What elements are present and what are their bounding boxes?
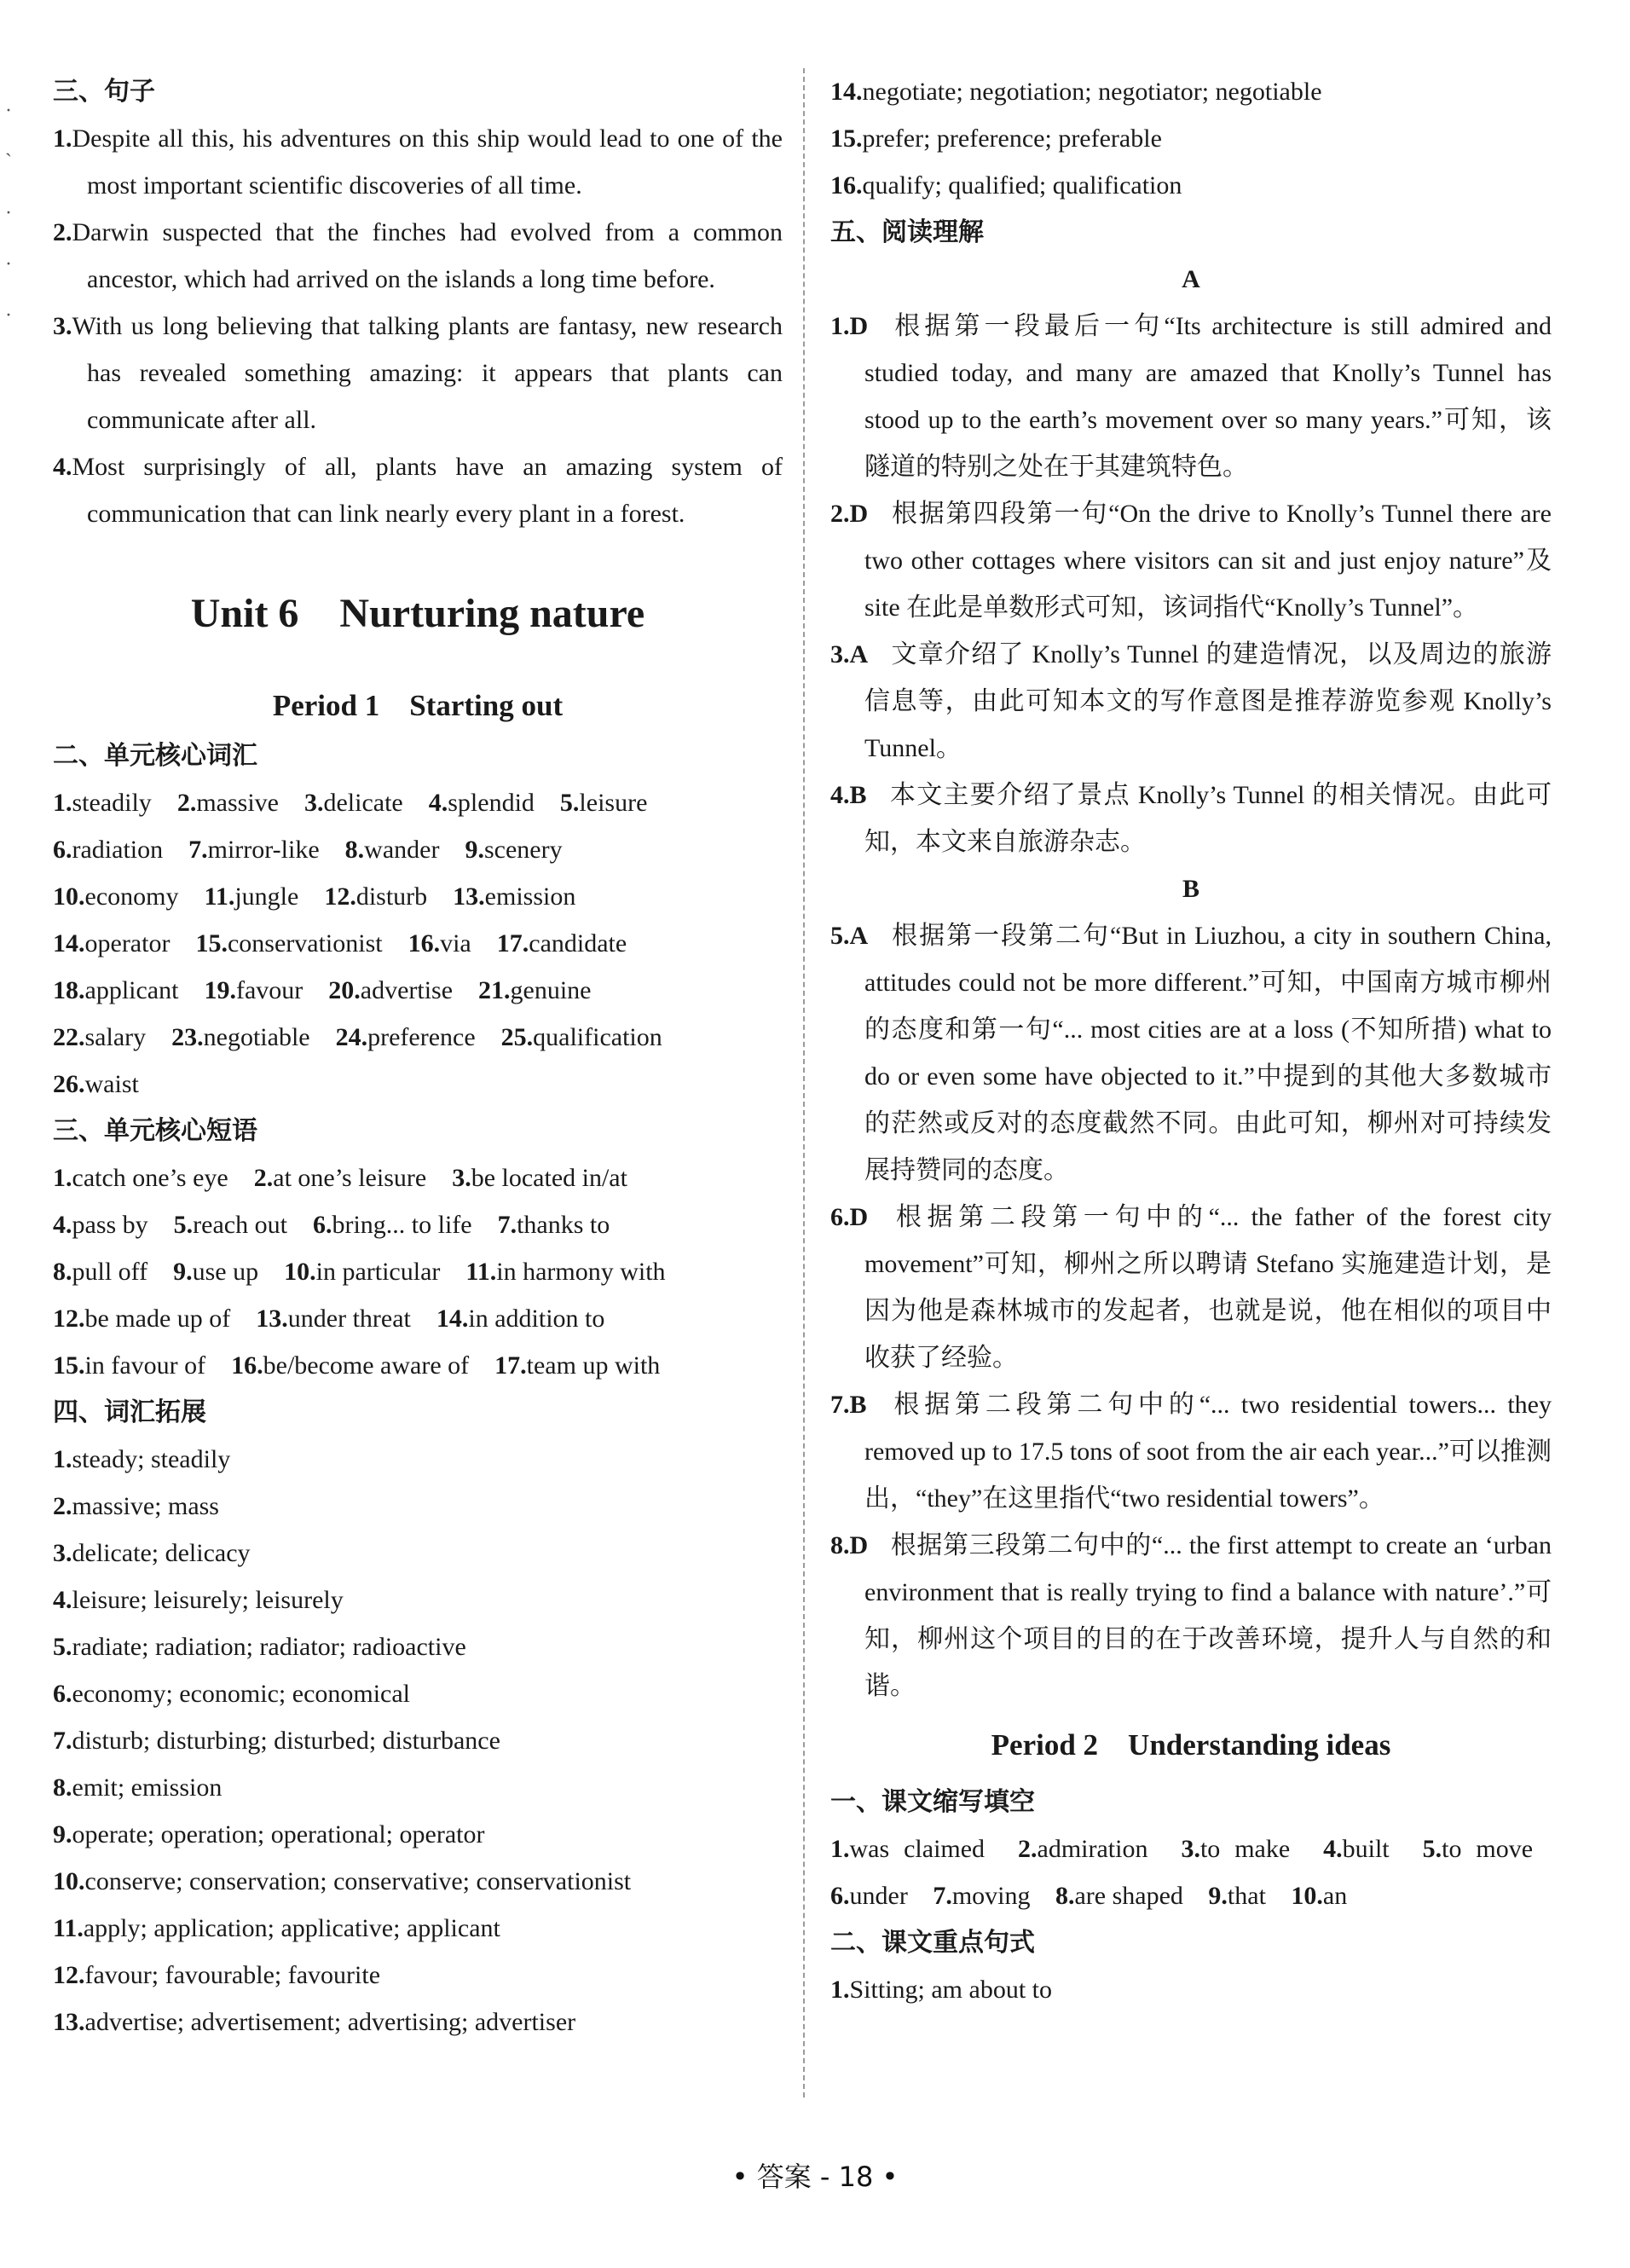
item-text: in favour of [84, 1351, 206, 1380]
expansion-item [53, 1436, 783, 1483]
column-divider [803, 68, 805, 2097]
item-text: candidate [529, 929, 627, 958]
item-number: 1. [53, 1164, 72, 1192]
item-number: 21. [478, 976, 511, 1004]
answer-explanation: 本文主要介绍了景点 Knolly’s Tunnel 的相关情况。由此可知，本文来自旅游杂志。 [864, 781, 1552, 856]
vocab-row [53, 967, 783, 1014]
item-number: 4. [428, 789, 448, 817]
item-number: 10. [284, 1258, 316, 1286]
item-text: emission [484, 882, 576, 911]
answer-letter: D [849, 1203, 869, 1231]
item-text: pass by [72, 1211, 148, 1239]
item-text: thanks to [517, 1211, 610, 1239]
item-text: negotiate; negotiation; negotiator; negotiable [862, 78, 1322, 106]
item-text: qualification [533, 1023, 662, 1051]
answer-explanation: 根据第三段第二句中的“... the first attempt to create an ‘urban environment that is really trying to find a balance with nature’.”可知，柳州这个项目的目的在于改善环境，提升人与自然的和谐。 [864, 1531, 1552, 1700]
item-text: be located in/at [471, 1164, 627, 1192]
item-text: are shaped [1074, 1882, 1183, 1910]
item-text: Sitting; am about to [849, 1976, 1052, 2004]
item-text: under [849, 1882, 908, 1910]
item-number: 6. [53, 836, 72, 864]
item-number: 8. [53, 1773, 72, 1802]
item-number: 2. [830, 500, 850, 528]
sentence-item [53, 443, 783, 537]
item-number: 7. [830, 1391, 850, 1419]
item-text: Darwin suspected that the finches had evolved from a common ancestor, which had arrived on the islands a long time before. [72, 218, 783, 293]
item-text: to move [1442, 1835, 1534, 1863]
item-number: 3. [53, 1539, 72, 1567]
item-number: 22. [53, 1023, 85, 1051]
item-number: 2. [53, 218, 72, 246]
item-text: be made up of [84, 1305, 231, 1333]
answer-explanation: 根据第一段第二句“But in Liuzhou, a city in southern China, attitudes could not be more different.”可知，中国南方城市柳州的态度和第一句“... most cities are at a loss (不知所措) what to do or even some have objected to it.”中提到的其他大多数城市的茫然或反对的态度截然不同。由此可知，柳州对可持续发展持赞同的态度。 [864, 922, 1552, 1184]
item-number: 12. [53, 1305, 85, 1333]
vocab-list [53, 779, 783, 1108]
item-text: preference [367, 1023, 476, 1051]
item-text: leisure [579, 789, 648, 817]
item-number: 3. [1181, 1835, 1200, 1863]
item-number: 9. [1208, 1882, 1228, 1910]
item-text: With us long believing that talking plants are fantasy, new research has revealed something amazing: it appears that plants can communicate after all. [72, 312, 783, 434]
item-number: 7. [53, 1727, 72, 1755]
item-number: 14. [436, 1305, 469, 1333]
item-text: scenery [483, 836, 563, 864]
item-text: negotiable [203, 1023, 310, 1051]
item-text: via [440, 929, 471, 958]
item-text: genuine [510, 976, 592, 1004]
item-text: radiate; radiation; radiator; radioactive [72, 1633, 466, 1661]
period1-title: Period 1 Starting out [272, 689, 564, 722]
item-text: operator [84, 929, 171, 958]
reading-heading: 五、阅读理解 [830, 217, 984, 247]
phrase-row [53, 1201, 783, 1248]
item-text: disturb [355, 882, 428, 911]
item-text: in addition to [468, 1305, 605, 1333]
item-number: 9. [53, 1820, 72, 1849]
answer-letter: D [849, 312, 869, 340]
sentences-heading: 三、句子 [53, 77, 155, 107]
expansion-list-continued [830, 68, 1552, 209]
item-text: conservationist [227, 929, 383, 958]
vocab-row [53, 1061, 783, 1108]
item-number: 11. [204, 882, 235, 911]
key-sentence-item [830, 1966, 1552, 2013]
expansion-item [53, 1999, 783, 2045]
item-text: catch one’s eye [72, 1164, 228, 1192]
reading-answer-item [830, 1522, 1552, 1710]
reading-answer-item [830, 303, 1552, 490]
item-number: 9. [173, 1258, 193, 1286]
item-text: be/become aware of [263, 1351, 470, 1380]
item-number: 1. [53, 789, 72, 817]
item-number: 12. [53, 1961, 85, 1989]
item-number: 17. [496, 929, 529, 958]
item-text: emit; emission [72, 1773, 223, 1802]
item-text: disturb; disturbing; disturbed; disturbance [72, 1727, 500, 1755]
item-text: favour [235, 976, 303, 1004]
item-text: favour; favourable; favourite [84, 1961, 381, 1989]
answer-explanation: 根据第二段第二句中的“... two residential towers... they removed up to 17.5 tons of soot from the air each year...”可以推测出，“they”在这里指代“two residential towers”。 [864, 1391, 1552, 1513]
item-text: in harmony with [496, 1258, 666, 1286]
item-number: 24. [335, 1023, 368, 1051]
item-number: 7. [497, 1211, 517, 1239]
page-footer: • 答案 - 18 • [731, 2161, 899, 2193]
item-number: 4. [53, 453, 72, 481]
item-number: 8. [53, 1258, 72, 1286]
item-number: 13. [256, 1305, 288, 1333]
item-number: 1. [53, 1445, 72, 1473]
item-number: 10. [53, 882, 85, 911]
expansion-item [53, 1670, 783, 1717]
item-number: 9. [465, 836, 484, 864]
reading-answer-item [830, 772, 1552, 865]
summary-answers [830, 1825, 1552, 1919]
expansion-item [53, 1811, 783, 1858]
item-number: 3. [303, 789, 324, 817]
item-number: 8. [1055, 1882, 1075, 1910]
answer-explanation: 文章介绍了 Knolly’s Tunnel 的建造情况，以及周边的旅游信息等，由此可知本文的写作意图是推荐游览参观 Knolly’s Tunnel。 [864, 640, 1552, 762]
left-column [53, 68, 783, 2045]
item-text: prefer; preference; preferable [862, 124, 1162, 153]
item-text: moving [951, 1882, 1031, 1910]
reading-b-list [830, 912, 1552, 1710]
expansion-item [830, 115, 1552, 162]
item-number: 12. [324, 882, 356, 911]
reading-answer-item [830, 631, 1552, 772]
answer-explanation: 根据第二段第一句中的“... the father of the forest city movement”可知，柳州之所以聘请 Stefano 实施建造计划，是因为他是森林城市的发起者，也就是说，他在相似的项目中收获了经验。 [864, 1203, 1552, 1372]
item-text: massive [196, 789, 279, 817]
item-text: advertise [360, 976, 454, 1004]
item-number: 7. [188, 836, 208, 864]
reading-part-b: B [1182, 875, 1199, 903]
vocab-row [53, 826, 783, 873]
item-text: pull off [72, 1258, 148, 1286]
item-text: jungle [234, 882, 299, 911]
answer-explanation: 根据第一段最后一句“Its architecture is still admired and studied today, and many are amazed that Knolly’s Tunnel has stood up to the earth’s movement over so many years.”可知，该隧道的特别之处在于其建筑特色。 [864, 312, 1552, 481]
sentence-item [53, 115, 783, 209]
margin-marks: · ` · · · [5, 100, 12, 327]
phrase-row [53, 1154, 783, 1201]
answer-letter: D [849, 500, 869, 528]
item-number: 5. [173, 1211, 194, 1239]
item-number: 3. [452, 1164, 471, 1192]
item-number: 4. [1323, 1835, 1343, 1863]
reading-answer-item [830, 490, 1552, 631]
vocab-row [53, 873, 783, 920]
expansion-item [53, 1483, 783, 1530]
item-number: 23. [171, 1023, 204, 1051]
item-text: team up with [526, 1351, 661, 1380]
sentence-item [53, 209, 783, 303]
item-text: wander [364, 836, 440, 864]
expansion-item [53, 1717, 783, 1764]
item-number: 17. [494, 1351, 527, 1380]
item-text: at one’s leisure [273, 1164, 427, 1192]
vocab-row [53, 1014, 783, 1061]
item-text: conserve; conservation; conservative; conservationist [84, 1867, 632, 1895]
key-sentences-list [830, 1966, 1552, 2013]
item-text: was claimed [849, 1835, 986, 1863]
item-text: splendid [448, 789, 535, 817]
item-text: reach out [193, 1211, 287, 1239]
item-number: 15. [830, 124, 863, 153]
item-number: 25. [500, 1023, 534, 1051]
item-text: radiation [72, 836, 164, 864]
answer-letter: B [849, 781, 867, 809]
item-number: 1. [830, 312, 850, 340]
expansion-item [53, 1764, 783, 1811]
item-text: delicate [323, 789, 403, 817]
item-number: 10. [1291, 1882, 1323, 1910]
unit-title: Unit 6 Nurturing nature [190, 591, 645, 636]
item-text: mirror-like [207, 836, 320, 864]
item-number: 2. [53, 1492, 72, 1520]
item-number: 13. [453, 882, 485, 911]
item-number: 8. [344, 836, 365, 864]
expansion-item [53, 1905, 783, 1952]
item-text: salary [84, 1023, 147, 1051]
item-text: admiration [1037, 1835, 1148, 1863]
item-text: operate; operation; operational; operator [72, 1820, 485, 1849]
summary-heading: 一、课文缩写填空 [830, 1787, 1035, 1817]
item-number: 6. [830, 1203, 850, 1231]
item-number: 6. [312, 1211, 332, 1239]
item-number: 16. [231, 1351, 263, 1380]
item-number: 4. [53, 1586, 72, 1614]
item-number: 1. [53, 124, 72, 153]
item-number: 4. [830, 781, 850, 809]
item-number: 3. [53, 312, 72, 340]
item-number: 18. [53, 976, 85, 1004]
item-number: 20. [328, 976, 361, 1004]
item-number: 1. [830, 1835, 850, 1863]
item-text: delicate; delicacy [72, 1539, 251, 1567]
expansion-list [53, 1436, 783, 2045]
item-number: 5. [559, 789, 580, 817]
item-text: Despite all this, his adventures on this ship would lead to one of the most important scientific discoveries of all time. [72, 124, 783, 200]
answer-explanation: 根据第四段第一句“On the drive to Knolly’s Tunnel there are two other cottages where visitors can sit and just enjoy nature”及 site 在此是单数形式可知，该词指代“Knolly’s Tunnel”。 [864, 500, 1552, 622]
right-column [830, 68, 1552, 2013]
item-number: 19. [204, 976, 236, 1004]
item-number: 2. [253, 1164, 274, 1192]
item-text: bring... to life [332, 1211, 472, 1239]
item-number: 5. [830, 922, 850, 950]
item-text: built [1342, 1835, 1390, 1863]
sentences-list [53, 115, 783, 537]
item-text: waist [84, 1070, 139, 1098]
item-number: 5. [1422, 1835, 1442, 1863]
item-text: use up [192, 1258, 259, 1286]
item-number: 26. [53, 1070, 85, 1098]
item-text: to make [1199, 1835, 1291, 1863]
item-text: an [1322, 1882, 1348, 1910]
item-number: 1. [830, 1976, 850, 2004]
vocab-row [53, 920, 783, 967]
vocab-heading: 二、单元核心词汇 [53, 741, 257, 771]
item-text: economy [84, 882, 179, 911]
item-text: economy; economic; economical [72, 1680, 411, 1708]
item-number: 15. [195, 929, 228, 958]
answer-letter: B [849, 1391, 867, 1419]
item-text: steadily [72, 789, 152, 817]
reading-answer-item [830, 1381, 1552, 1522]
item-text: that [1227, 1882, 1266, 1910]
item-number: 15. [53, 1351, 85, 1380]
reading-answer-item [830, 1194, 1552, 1381]
item-text: steady; steadily [72, 1445, 231, 1473]
vocab-row [53, 779, 783, 826]
answer-letter: A [849, 640, 869, 668]
expansion-item [830, 68, 1552, 115]
item-text: in particular [315, 1258, 441, 1286]
phrase-row [53, 1342, 783, 1389]
reading-answer-item [830, 912, 1552, 1194]
item-text: qualify; qualified; qualification [862, 171, 1182, 200]
reading-part-a: A [1182, 265, 1200, 293]
phrases-list [53, 1154, 783, 1389]
item-number: 14. [53, 929, 85, 958]
item-number: 13. [53, 2008, 85, 2036]
item-text: applicant [84, 976, 179, 1004]
item-number: 5. [53, 1633, 72, 1661]
expansion-item [53, 1623, 783, 1670]
item-number: 6. [830, 1882, 850, 1910]
expansion-item [53, 1577, 783, 1623]
item-number: 4. [53, 1211, 72, 1239]
reading-a-list [830, 303, 1552, 865]
expansion-item [53, 1530, 783, 1577]
expansion-item [53, 1858, 783, 1905]
item-number: 11. [53, 1914, 84, 1942]
period2-title: Period 2 Understanding ideas [991, 1728, 1391, 1762]
item-text: leisure; leisurely; leisurely [72, 1586, 344, 1614]
item-number: 10. [53, 1867, 85, 1895]
expansion-heading: 四、词汇拓展 [53, 1397, 206, 1427]
phrase-row [53, 1295, 783, 1342]
answer-letter: D [849, 1531, 869, 1559]
item-number: 14. [830, 78, 863, 106]
item-number: 16. [408, 929, 441, 958]
item-text: advertise; advertisement; advertising; advertiser [84, 2008, 576, 2036]
item-text: under threat [287, 1305, 411, 1333]
key-sentences-heading: 二、课文重点句式 [830, 1928, 1035, 1958]
item-number: 3. [830, 640, 850, 668]
item-number: 16. [830, 171, 863, 200]
phrase-row [53, 1248, 783, 1295]
expansion-item [830, 162, 1552, 209]
item-number: 8. [830, 1531, 850, 1559]
item-text: Most surprisingly of all, plants have an amazing system of communication that can link nearly every plant in a forest. [72, 453, 783, 528]
item-text: apply; application; applicative; applicant [83, 1914, 500, 1942]
item-number: 7. [933, 1882, 952, 1910]
sentence-item [53, 303, 783, 443]
item-number: 6. [53, 1680, 72, 1708]
expansion-item [53, 1952, 783, 1999]
item-text: massive; mass [72, 1492, 219, 1520]
item-number: 2. [1018, 1835, 1038, 1863]
answer-letter: A [849, 922, 869, 950]
item-number: 2. [176, 789, 197, 817]
item-number: 11. [465, 1258, 497, 1286]
phrases-heading: 三、单元核心短语 [53, 1116, 257, 1146]
